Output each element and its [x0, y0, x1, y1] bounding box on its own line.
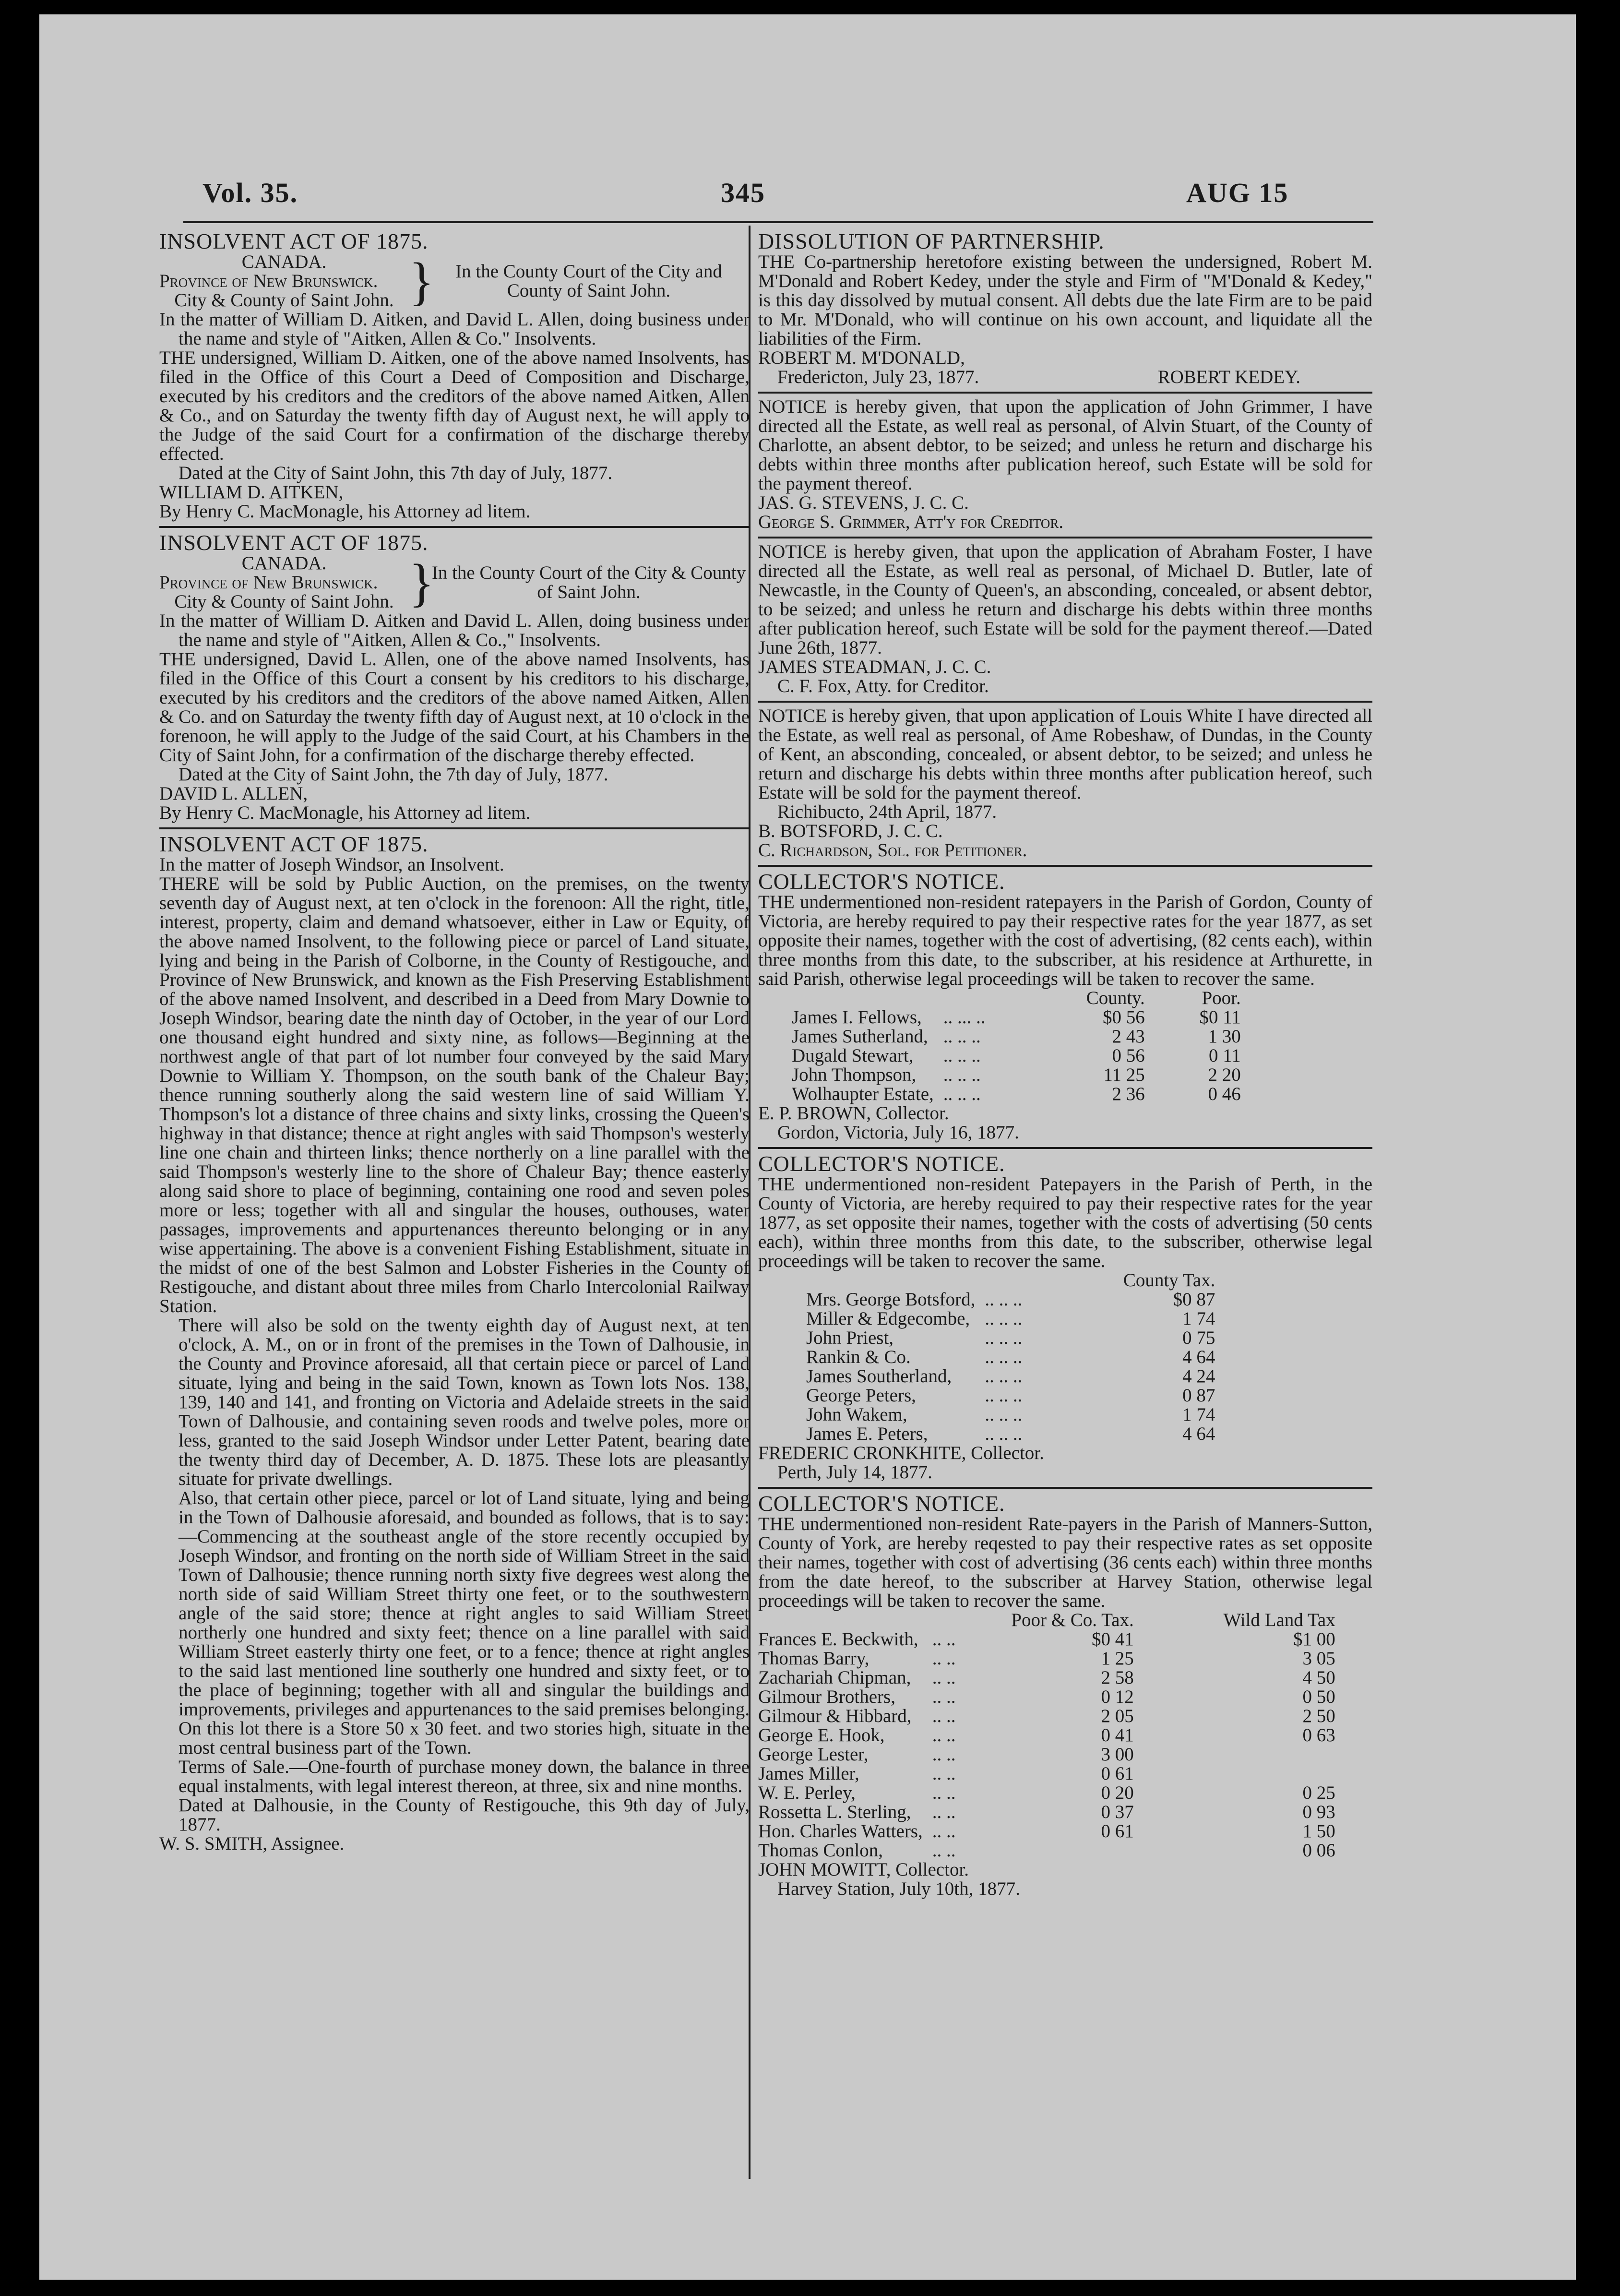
signer: E. P. BROWN, Collector.: [758, 1103, 949, 1124]
absent-debtor-notice-robeshaw: [758, 706, 1372, 860]
leader-dots: .. ..: [932, 1667, 956, 1688]
table-row: [792, 1046, 1241, 1065]
leader-dots: .. ... ..: [943, 1007, 986, 1028]
ratepayer-name: George Lester,: [758, 1744, 869, 1765]
notice-body: THE Co-partnership heretofore existing between the undersigned, Robert M. M'Donald and Robert Kedey, under the style and Firm of "M'Donald & Kedey," is this day dissolved by mutual consent. All debts due the late Firm are to be paid to Mr. M'Donald, who will continue on his own account, and liquidate all the liabilities of the Firm.: [758, 251, 1372, 349]
ratepayer-name: James E. Peters,: [806, 1423, 928, 1444]
amount-poor-co: 0 20: [1101, 1782, 1134, 1803]
ratepayer-name: Mrs. George Botsford,: [806, 1289, 976, 1310]
right-column: [744, 230, 1372, 1899]
ratepayer-name: Wolhaupter Estate,: [792, 1084, 934, 1104]
amount-tax: 1 74: [1182, 1404, 1215, 1425]
amount-poor-co: 0 12: [1101, 1686, 1134, 1707]
dissolution-notice: [758, 230, 1372, 387]
leader-dots: .. .. ..: [985, 1289, 1023, 1310]
amount-wild: 0 63: [1302, 1725, 1335, 1746]
signer: JAS. G. STEVENS, J. C. C.: [758, 492, 969, 513]
leader-dots: .. .. ..: [985, 1308, 1023, 1329]
ratepayer-name: Hon. Charles Watters,: [758, 1821, 923, 1842]
amount-wild: 0 93: [1302, 1802, 1335, 1822]
ratepayer-name: Frances E. Beckwith,: [758, 1629, 918, 1650]
ratepayer-name: John Thompson,: [792, 1064, 917, 1085]
amount-wild: 0 06: [1302, 1840, 1335, 1861]
amount-wild: $1 00: [1293, 1629, 1335, 1650]
notice-title: INSOLVENT ACT OF 1875.: [159, 229, 429, 253]
signer: B. BOTSFORD, J. C. C.: [758, 821, 943, 841]
court-label: In the County Court of the City & County of Saint John.: [431, 562, 746, 602]
amount-wild: 1 50: [1302, 1821, 1335, 1842]
leader-dots: .. .. ..: [985, 1366, 1023, 1387]
table-row: [758, 1649, 1335, 1668]
amount-wild: 0 25: [1302, 1782, 1335, 1803]
city-label: City & County of Saint John.: [174, 290, 394, 311]
place-date: Gordon, Victoria, July 16, 1877.: [777, 1122, 1019, 1143]
amount-wild: 3 05: [1302, 1648, 1335, 1669]
amount-poor: 2 20: [1208, 1064, 1241, 1085]
collector-notice-manners-sutton: [758, 1493, 1372, 1899]
notice-body: THE undersigned, William D. Aitken, one of the above named Insolvents, has filed in the Office of this Court a Deed of Composition and Discharge, executed by his creditors and the creditors of the above named Aitken, Allen & Co., and on Saturday the twenty fifth day of August next, he will apply to the Judge of the said Court for a confirmation of the discharge thereby effected.: [159, 347, 750, 464]
separator: [758, 701, 1372, 703]
amount-tax: 4 64: [1182, 1347, 1215, 1367]
ratepayer-name: Gilmour & Hibbard,: [758, 1706, 912, 1726]
leader-dots: .. ..: [932, 1840, 956, 1861]
table-row: [758, 1630, 1335, 1649]
leader-dots: .. ..: [932, 1821, 956, 1842]
place-date: Fredericton, July 23, 1877.: [777, 367, 979, 387]
amount-tax: 0 75: [1182, 1327, 1215, 1348]
sale-paragraph-1: THERE will be sold by Public Auction, on the premises, on the twenty seventh day of August next, at ten o'clock in the forenoon: All the right, title, interest, property, claim and demand whatsoever, either in Law or Equity, of the above named Insolvent, to the following piece or parcel of Land situate, lying and being in the Parish of Colborne, in the County of Restigouche, and Province of New Brunswick, and known as the Fish Preserving Establishment of the above named Insolvent, and described in a Deed from Mary Downie to Joseph Windsor, bearing date the ninth day of October, in the year of our Lord one thousand eight hundred and sixty nine, as follows—Beginning at the northwest angle of that part of lot number four conveyed by the said Mary Downie to William Y. Thompson, on the south bank of the Chaleur Bay; thence running southerly along the said western line of said William Y. Thompson's lot a distance of three chains and sixty links, crossing the Queen's highway in that distance; thence at right angles with said Thompson's westerly line one chain and thirteen links; thence northerly on a line parallel with the said Thompson's westerly line to the shore of Chaleur Bay; thence easterly along said shore to place of beginning, containing one rood and seven poles more or less; together with all and singular the houses, outhouses, water passages, improvements and appurtenances thereunto belonging or in any wise appertaining. The above is a convenient Fishing Establishment, situate in the midst of one of the best Salmon and Lobster Fisheries in the County of Restigouche, and distant about three miles from Charlo Intercolonial Railway Station.: [159, 873, 750, 1316]
ratepayer-name: James I. Fellows,: [792, 1007, 922, 1028]
table-header-row: [792, 989, 1241, 1008]
table-row: [792, 1027, 1241, 1046]
ratepayer-name: John Wakem,: [806, 1404, 907, 1425]
court-label: In the County Court of the City and County of Saint John.: [455, 261, 722, 301]
ratepayer-name: Miller & Edgecombe,: [806, 1308, 970, 1329]
leader-dots: .. ..: [932, 1686, 956, 1707]
signer: FREDERIC CRONKHITE, Collector.: [758, 1443, 1044, 1463]
collector-notice-gordon: [758, 871, 1372, 1142]
province-label: Province of New Brunswick.: [159, 572, 378, 593]
sale-paragraph-2: There will also be sold on the twenty eighth day of August next, at ten o'clock, A. M., on or in front of the premises in the Town of Dalhousie, in the County and Province aforesaid, all that certain piece or parcel of Land situate, lying and being in the said Town, known as Town lots Nos. 138, 139, 140 and 141, and fronting on Victoria and Adelaide streets in the said Town of Dalhousie, and containing seven roods and twelve poles, more or less, granted to the said Joseph Windsor under Letter Patent, bearing date the twenty third day of December, A. D. 1875. These lots are pleasantly situate for private dwellings.: [179, 1315, 750, 1489]
amount-poor-co: [990, 1841, 1134, 1860]
notice-body: NOTICE is hereby given, that upon the application of John Grimmer, I have directed all the Estate, as well real as personal, of Alvin Stuart, of the County of Charlotte, an absent debtor, to be seized; and unless he return and discharge his debts within three months after publication hereof, such Estate will be sold for the payment thereof.: [758, 396, 1372, 494]
amount-wild: [1134, 1745, 1335, 1764]
ratepayer-name: George Peters,: [806, 1385, 916, 1406]
signer: JAMES STEADMAN, J. C. C.: [758, 657, 991, 677]
notice-title: COLLECTOR'S NOTICE.: [758, 869, 1005, 894]
leader-dots: .. .. ..: [985, 1404, 1023, 1425]
ratepayer-name: Rossetta L. Sterling,: [758, 1802, 911, 1822]
insolvent-notice-aitken: [159, 230, 750, 521]
amount-poor: 0 46: [1208, 1084, 1241, 1104]
table-row: [806, 1386, 1215, 1405]
ratepayer-name: Zachariah Chipman,: [758, 1667, 911, 1688]
notice-body: THE undermentioned non-resident Rate-payers in the Parish of Manners-Sutton, County of York, are hereby reqested to pay their respective rates as set opposite their names, together with cost of advertising (36 cents each) within three months from the date hereof, to the subscriber at Harvey Station, otherwise legal proceedings will be taken to recover the same.: [758, 1514, 1372, 1611]
table-row: [758, 1687, 1335, 1707]
table-row: [758, 1783, 1335, 1803]
leader-dots: .. .. ..: [985, 1385, 1023, 1406]
amount-poor-co: 3 00: [1101, 1744, 1134, 1765]
amount-tax: $0 87: [1173, 1289, 1215, 1310]
ratepayer-name: Dugald Stewart,: [792, 1045, 914, 1066]
separator: [758, 537, 1372, 538]
absent-debtor-notice-butler: [758, 542, 1372, 696]
leader-dots: .. .. ..: [943, 1084, 981, 1104]
place-date: Richibucto, 24th April, 1877.: [777, 801, 997, 822]
separator: [758, 865, 1372, 867]
province-label: Province of New Brunswick.: [159, 271, 378, 291]
notice-title: INSOLVENT ACT OF 1875.: [159, 832, 429, 856]
amount-tax: 0 87: [1182, 1385, 1215, 1406]
ratepayer-name: Thomas Barry,: [758, 1648, 870, 1669]
amount-county: $0 56: [1103, 1007, 1145, 1028]
left-column: [159, 230, 750, 1854]
notice-body: THE undersigned, David L. Allen, one of the above named Insolvents, has filed in the Office of this Court a consent by his creditors to his discharge, executed by his creditors and the creditors of the above named Aitken, Allen & Co. and on Saturday the twenty fifth day of August next, at 10 o'clock in the forenoon, he will apply to the Judge of the said Court, at his Chambers in the City of Saint John, for a confirmation of the discharge thereby effected.: [159, 649, 750, 765]
table-row: [806, 1424, 1215, 1444]
table-row: [806, 1328, 1215, 1348]
leader-dots: .. .. ..: [985, 1423, 1023, 1444]
rates-table: [758, 1611, 1335, 1860]
sale-paragraph-3: Also, that certain other piece, parcel or lot of Land situate, lying and being in the Town of Dalhousie aforesaid, and bounded as follows, that is to say:—Commencing at the southeast angle of the store recently occupied by Joseph Windsor, and fronting on the north side of William Street in the said Town of Dalhousie; thence running north sixty five degrees west along the north side of said William Street thirty one feet, or to the southwestern angle of the said store; thence at right angles to said William Street northerly one hundred and sixty feet; thence on a line parallel with said William Street easterly thirty one feet, or to a fence; thence at right angles to the said last mentioned line southerly one hundred and sixty feet, or to the place of beginning; together with all and singular the buildings and improvements, privileges and appurtenances to the said premises belonging. On this lot there is a Store 50 x 30 feet. and two stories high, situate in the most central business part of the Town.: [179, 1488, 750, 1758]
table-row: [806, 1290, 1215, 1309]
table-row: [806, 1348, 1215, 1367]
amount-tax: 4 64: [1182, 1423, 1215, 1444]
column-header: Poor & Co. Tax.: [1011, 1610, 1134, 1630]
notice-body: THE undermentioned non-resident ratepayers in the Parish of Gordon, County of Victoria, are hereby required to pay their respective rates for the year 1877, as set opposite their names, together with the cost of advertising, (82 cents each), within three months from this date, to the subscriber, at his residence at Arthurette, in said Parish, otherwise legal proceedings will be taken to recover the same.: [758, 892, 1372, 989]
leader-dots: .. ..: [932, 1802, 956, 1822]
page-number: 345: [721, 177, 765, 208]
insolvent-notice-allen: [159, 532, 750, 823]
leader-dots: .. ..: [932, 1744, 956, 1765]
leader-dots: .. .. ..: [943, 1045, 981, 1066]
table-row: [806, 1309, 1215, 1328]
table-row: [758, 1707, 1335, 1726]
gazette-page: [39, 14, 1576, 2280]
amount-poor-co: 2 05: [1101, 1706, 1134, 1726]
amount-wild: 2 50: [1302, 1706, 1335, 1726]
ratepayer-name: George E. Hook,: [758, 1725, 885, 1746]
separator: [159, 827, 750, 829]
leader-dots: .. .. ..: [985, 1347, 1023, 1367]
leader-dots: .. ..: [932, 1763, 956, 1784]
matter-text: In the matter of William D. Aitken, and David L. Allen, doing business under the name and style of "Aitken, Allen & Co." Insolvents.: [159, 309, 750, 349]
ratepayer-name: James Southerland,: [806, 1366, 952, 1387]
separator: [758, 1147, 1372, 1149]
amount-county: 2 43: [1112, 1026, 1145, 1047]
ratepayer-name: Gilmour Brothers,: [758, 1686, 895, 1707]
dated-line: Dated at the City of Saint John, this 7th day of July, 1877.: [179, 463, 613, 483]
signer: DAVID L. ALLEN,: [159, 783, 308, 804]
separator: [758, 1487, 1372, 1489]
table-row: [806, 1367, 1215, 1386]
attorney-line: By Henry C. MacMonagle, his Attorney ad litem.: [159, 501, 531, 522]
signer: JOHN MOWITT, Collector.: [758, 1859, 969, 1880]
leader-dots: .. ..: [932, 1629, 956, 1650]
amount-poor-co: 2 58: [1101, 1667, 1134, 1688]
separator: [159, 526, 750, 528]
column-header: Wild Land Tax: [1223, 1610, 1335, 1630]
ratepayer-name: Thomas Conlon,: [758, 1840, 883, 1861]
notice-body: THE undermentioned non-resident Patepayers in the Parish of Perth, in the County of Victoria, are hereby required to pay their respective rates for the year 1877, as set opposite their names, together with the costs of advertising (50 cents each), within three months from this date, to the subscriber, otherwise legal proceedings will be taken to recover the same.: [758, 1174, 1372, 1271]
leader-dots: .. .. ..: [943, 1026, 981, 1047]
amount-tax: 4 24: [1182, 1366, 1215, 1387]
signer: WILLIAM D. AITKEN,: [159, 482, 344, 502]
leader-dots: .. ..: [932, 1782, 956, 1803]
amount-poor-co: 0 61: [1101, 1763, 1134, 1784]
leader-dots: .. .. ..: [943, 1064, 981, 1085]
city-label: City & County of Saint John.: [174, 591, 394, 612]
notice-title: INSOLVENT ACT OF 1875.: [159, 530, 429, 555]
amount-poor: $0 11: [1199, 1007, 1241, 1028]
ratepayer-name: John Priest,: [806, 1327, 894, 1348]
leader-dots: .. ..: [932, 1706, 956, 1726]
place-date: Harvey Station, July 10th, 1877.: [777, 1878, 1020, 1899]
column-header: Poor.: [1202, 988, 1241, 1008]
amount-poor-co: 1 25: [1101, 1648, 1134, 1669]
table-row: [792, 1065, 1241, 1085]
dated-line: Dated at the City of Saint John, the 7th day of July, 1877.: [179, 764, 608, 785]
table-row: [758, 1668, 1335, 1687]
matter-text: In the matter of William D. Aitken and David L. Allen, doing business under the name and style of "Aitken, Allen & Co.," Insolvents.: [159, 610, 750, 650]
table-header-row: [806, 1271, 1215, 1290]
table-row: [792, 1085, 1241, 1104]
ratepayer-name: W. E. Perley,: [758, 1782, 856, 1803]
notice-body: NOTICE is hereby given, that upon the application of Abraham Foster, I have directed all the Estate, as well real as personal, of Michael D. Butler, late of Newcastle, in the County of Queen's, an absconding, concealed, or absent debtor, to be seized; and unless he return and discharge his debts within three months after publication hereof, such Estate will be sold for the payment thereof.—Dated June 26th, 1877.: [758, 541, 1372, 658]
amount-poor-co: 0 41: [1101, 1725, 1134, 1746]
amount-poor: 0 11: [1208, 1045, 1241, 1066]
notice-title: DISSOLUTION OF PARTNERSHIP.: [758, 229, 1105, 253]
leader-dots: .. ..: [932, 1725, 956, 1746]
issue-date: AUG 15: [1186, 177, 1289, 208]
amount-poor: 1 30: [1208, 1026, 1241, 1047]
ratepayer-name: James Miller,: [758, 1763, 859, 1784]
signer: ROBERT KEDEY.: [1157, 367, 1300, 387]
header-rule: [183, 221, 1373, 223]
notice-title: COLLECTOR'S NOTICE.: [758, 1151, 1005, 1176]
amount-county: 11 25: [1103, 1064, 1145, 1085]
table-row: [792, 1008, 1241, 1027]
matter-text: In the matter of Joseph Windsor, an Insolvent.: [159, 854, 504, 875]
table-header-row: [758, 1611, 1335, 1630]
amount-county: 2 36: [1112, 1084, 1145, 1104]
notice-body: NOTICE is hereby given, that upon application of Louis White I have directed all the Estate, as well real as personal, of Ame Robeshaw, of Dundas, in the County of Kent, an absconding, concealed, or absent debtor, to be seized; and unless he return and discharge his debts within three months after publication hereof, such Estate will be sold for the payment thereof.: [758, 706, 1372, 803]
amount-tax: 1 74: [1182, 1308, 1215, 1329]
amount-wild: [1134, 1764, 1335, 1783]
signer: ROBERT M. M'DONALD,: [758, 347, 965, 368]
table-row: [758, 1803, 1335, 1822]
canada-label: CANADA.: [241, 553, 327, 574]
attorney-line: C. Richardson, Sol. for Petitioner.: [758, 840, 1027, 861]
court-heading: [159, 252, 750, 310]
amount-wild: 4 50: [1302, 1667, 1335, 1688]
table-row: [806, 1405, 1215, 1424]
place-date: Perth, July 14, 1877.: [777, 1462, 932, 1483]
court-heading: [159, 554, 750, 611]
column-header: County Tax.: [1123, 1270, 1215, 1291]
amount-poor-co: 0 61: [1101, 1821, 1134, 1842]
table-row: [758, 1822, 1335, 1841]
dated-line: Dated at Dalhousie, in the County of Restigouche, this 9th day of July, 1877.: [179, 1795, 750, 1835]
canada-label: CANADA.: [241, 251, 327, 272]
ratepayer-name: Rankin & Co.: [806, 1347, 911, 1367]
leader-dots: .. ..: [932, 1648, 956, 1669]
amount-county: 0 56: [1112, 1045, 1145, 1066]
table-row: [758, 1764, 1335, 1783]
signer: W. S. SMITH, Assignee.: [159, 1833, 345, 1854]
leader-dots: .. .. ..: [985, 1327, 1023, 1348]
terms-of-sale: Terms of Sale.—One-fourth of purchase money down, the balance in three equal instalments, with legal interest thereon, at three, six and nine months.: [179, 1757, 750, 1796]
amount-poor-co: 0 37: [1101, 1802, 1134, 1822]
column-header: County.: [1086, 988, 1145, 1008]
attorney-line: C. F. Fox, Atty. for Creditor.: [777, 676, 989, 696]
rates-table: [806, 1271, 1215, 1444]
attorney-line: By Henry C. MacMonagle, his Attorney ad litem.: [159, 802, 531, 823]
volume-label: Vol. 35.: [202, 177, 298, 208]
amount-wild: 0 50: [1302, 1686, 1335, 1707]
notice-title: COLLECTOR'S NOTICE.: [758, 1491, 1005, 1516]
attorney-line: George S. Grimmer, Att'y for Creditor.: [758, 512, 1064, 532]
table-row: [758, 1745, 1335, 1764]
brace-glyph: }: [409, 252, 434, 311]
brace-glyph: }: [409, 553, 434, 612]
collector-notice-perth: [758, 1153, 1372, 1482]
table-row: [758, 1841, 1335, 1860]
ratepayer-name: James Sutherland,: [792, 1026, 928, 1047]
table-row: [758, 1726, 1335, 1745]
amount-poor-co: $0 41: [1092, 1629, 1134, 1650]
rates-table: [792, 989, 1241, 1104]
separator: [758, 392, 1372, 394]
insolvent-notice-windsor: [159, 833, 750, 1854]
absent-debtor-notice-stuart: [758, 397, 1372, 532]
